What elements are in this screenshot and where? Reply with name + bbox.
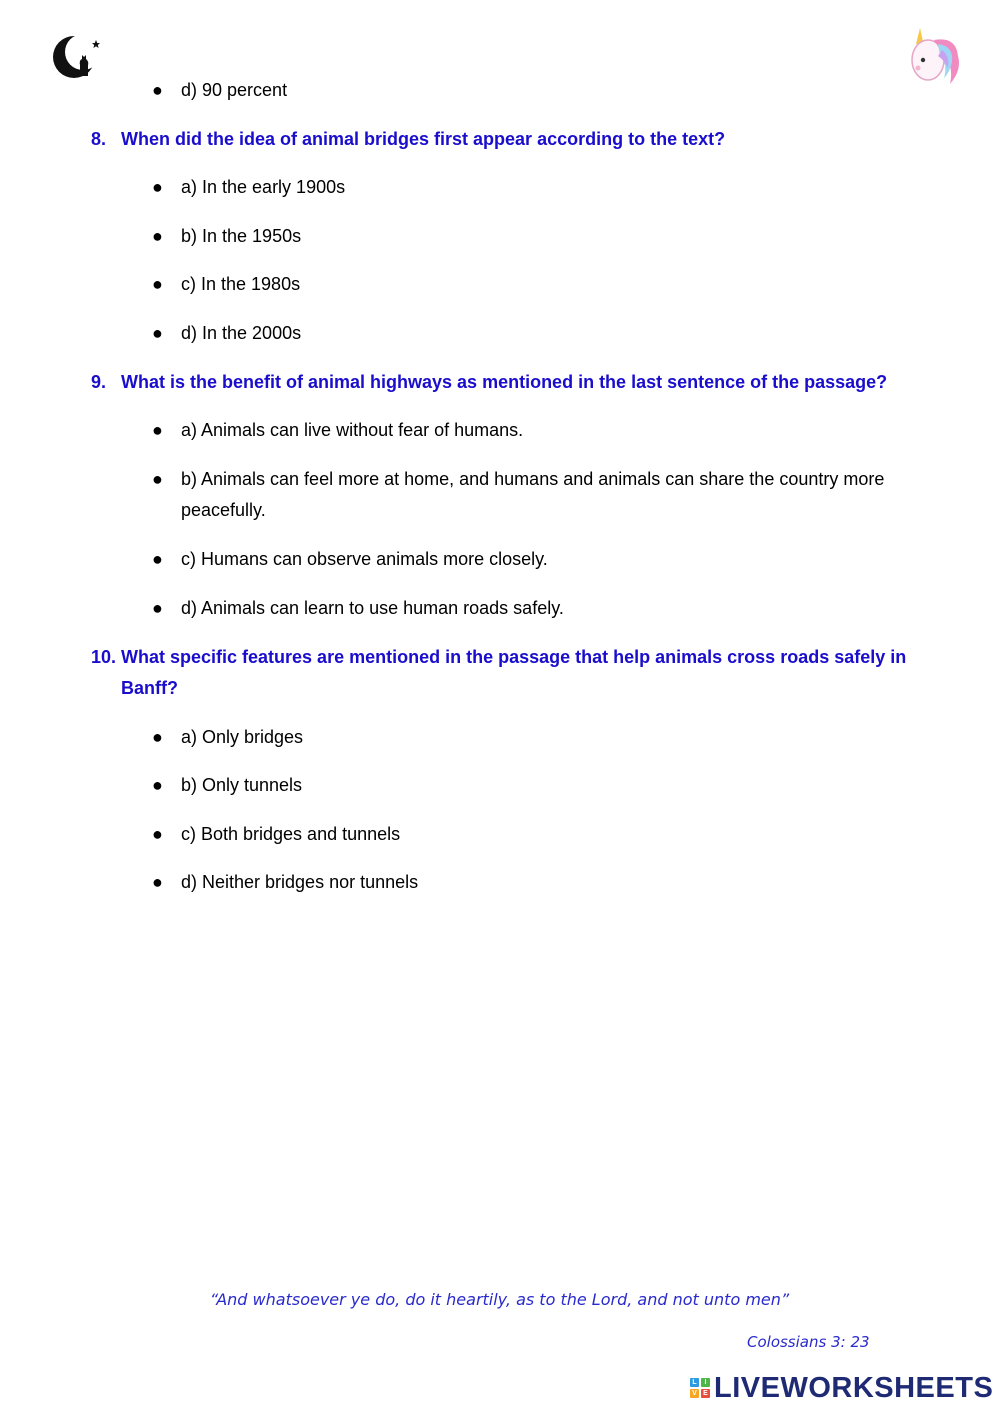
brand-letter: V xyxy=(690,1389,699,1398)
list-bullet: ● xyxy=(152,469,163,489)
list-bullet: ● xyxy=(152,226,163,246)
answer-option: b) Only tunnels xyxy=(181,775,303,795)
brand-name: LIVEWORKSHEETS xyxy=(714,1371,994,1404)
brand-letter: I xyxy=(701,1378,710,1387)
answer-option: c) In the 1980s xyxy=(181,274,301,294)
question-number: 8. xyxy=(91,129,107,149)
question-text: What specific features are mentioned in the passage that help animals cross roads safely in Banff? xyxy=(121,647,907,698)
answer-option: d) Animals can learn to use human roads safely. xyxy=(181,598,564,618)
footer-reference: Colossians 3: 23 xyxy=(747,1333,870,1351)
list-bullet: ● xyxy=(152,420,163,440)
list-bullet: ● xyxy=(152,274,163,294)
list-bullet: ● xyxy=(152,177,163,197)
list-bullet: ● xyxy=(152,80,163,100)
answer-option: d) Neither bridges nor tunnels xyxy=(181,872,419,892)
answer-option: d) 90 percent xyxy=(181,80,288,100)
list-bullet: ● xyxy=(152,727,163,747)
answer-option: b) In the 1950s xyxy=(181,226,302,246)
list-bullet: ● xyxy=(152,775,163,795)
answer-option: a) Only bridges xyxy=(181,727,304,747)
answer-option: b) Animals can feel more at home, and humans and animals can share the country more peacefully. xyxy=(181,469,885,520)
answer-option: d) In the 2000s xyxy=(181,323,302,343)
brand-letters-grid xyxy=(690,1378,710,1398)
list-bullet: ● xyxy=(152,824,163,844)
question-number: 9. xyxy=(91,372,107,392)
answer-option: c) Humans can observe animals more closely. xyxy=(181,549,548,569)
answer-option: c) Both bridges and tunnels xyxy=(181,824,401,844)
brand-letter: E xyxy=(701,1389,710,1398)
list-bullet: ● xyxy=(152,549,163,569)
answer-option: a) In the early 1900s xyxy=(181,177,346,197)
moon-cat-icon xyxy=(52,32,102,82)
list-bullet: ● xyxy=(152,323,163,343)
list-bullet: ● xyxy=(152,872,163,892)
liveworksheets-logo xyxy=(690,1372,993,1404)
question-number: 10. xyxy=(91,647,117,667)
list-bullet: ● xyxy=(152,598,163,618)
brand-letter: L xyxy=(690,1378,699,1387)
footer-quote: “And whatsoever ye do, do it heartily, as to the Lord, and not unto men” xyxy=(209,1290,790,1309)
question-text: What is the benefit of animal highways as mentioned in the last sentence of the passage? xyxy=(121,372,888,392)
answer-option: a) Animals can live without fear of humans. xyxy=(181,420,524,440)
question-text: When did the idea of animal bridges first appear according to the text? xyxy=(121,129,726,149)
